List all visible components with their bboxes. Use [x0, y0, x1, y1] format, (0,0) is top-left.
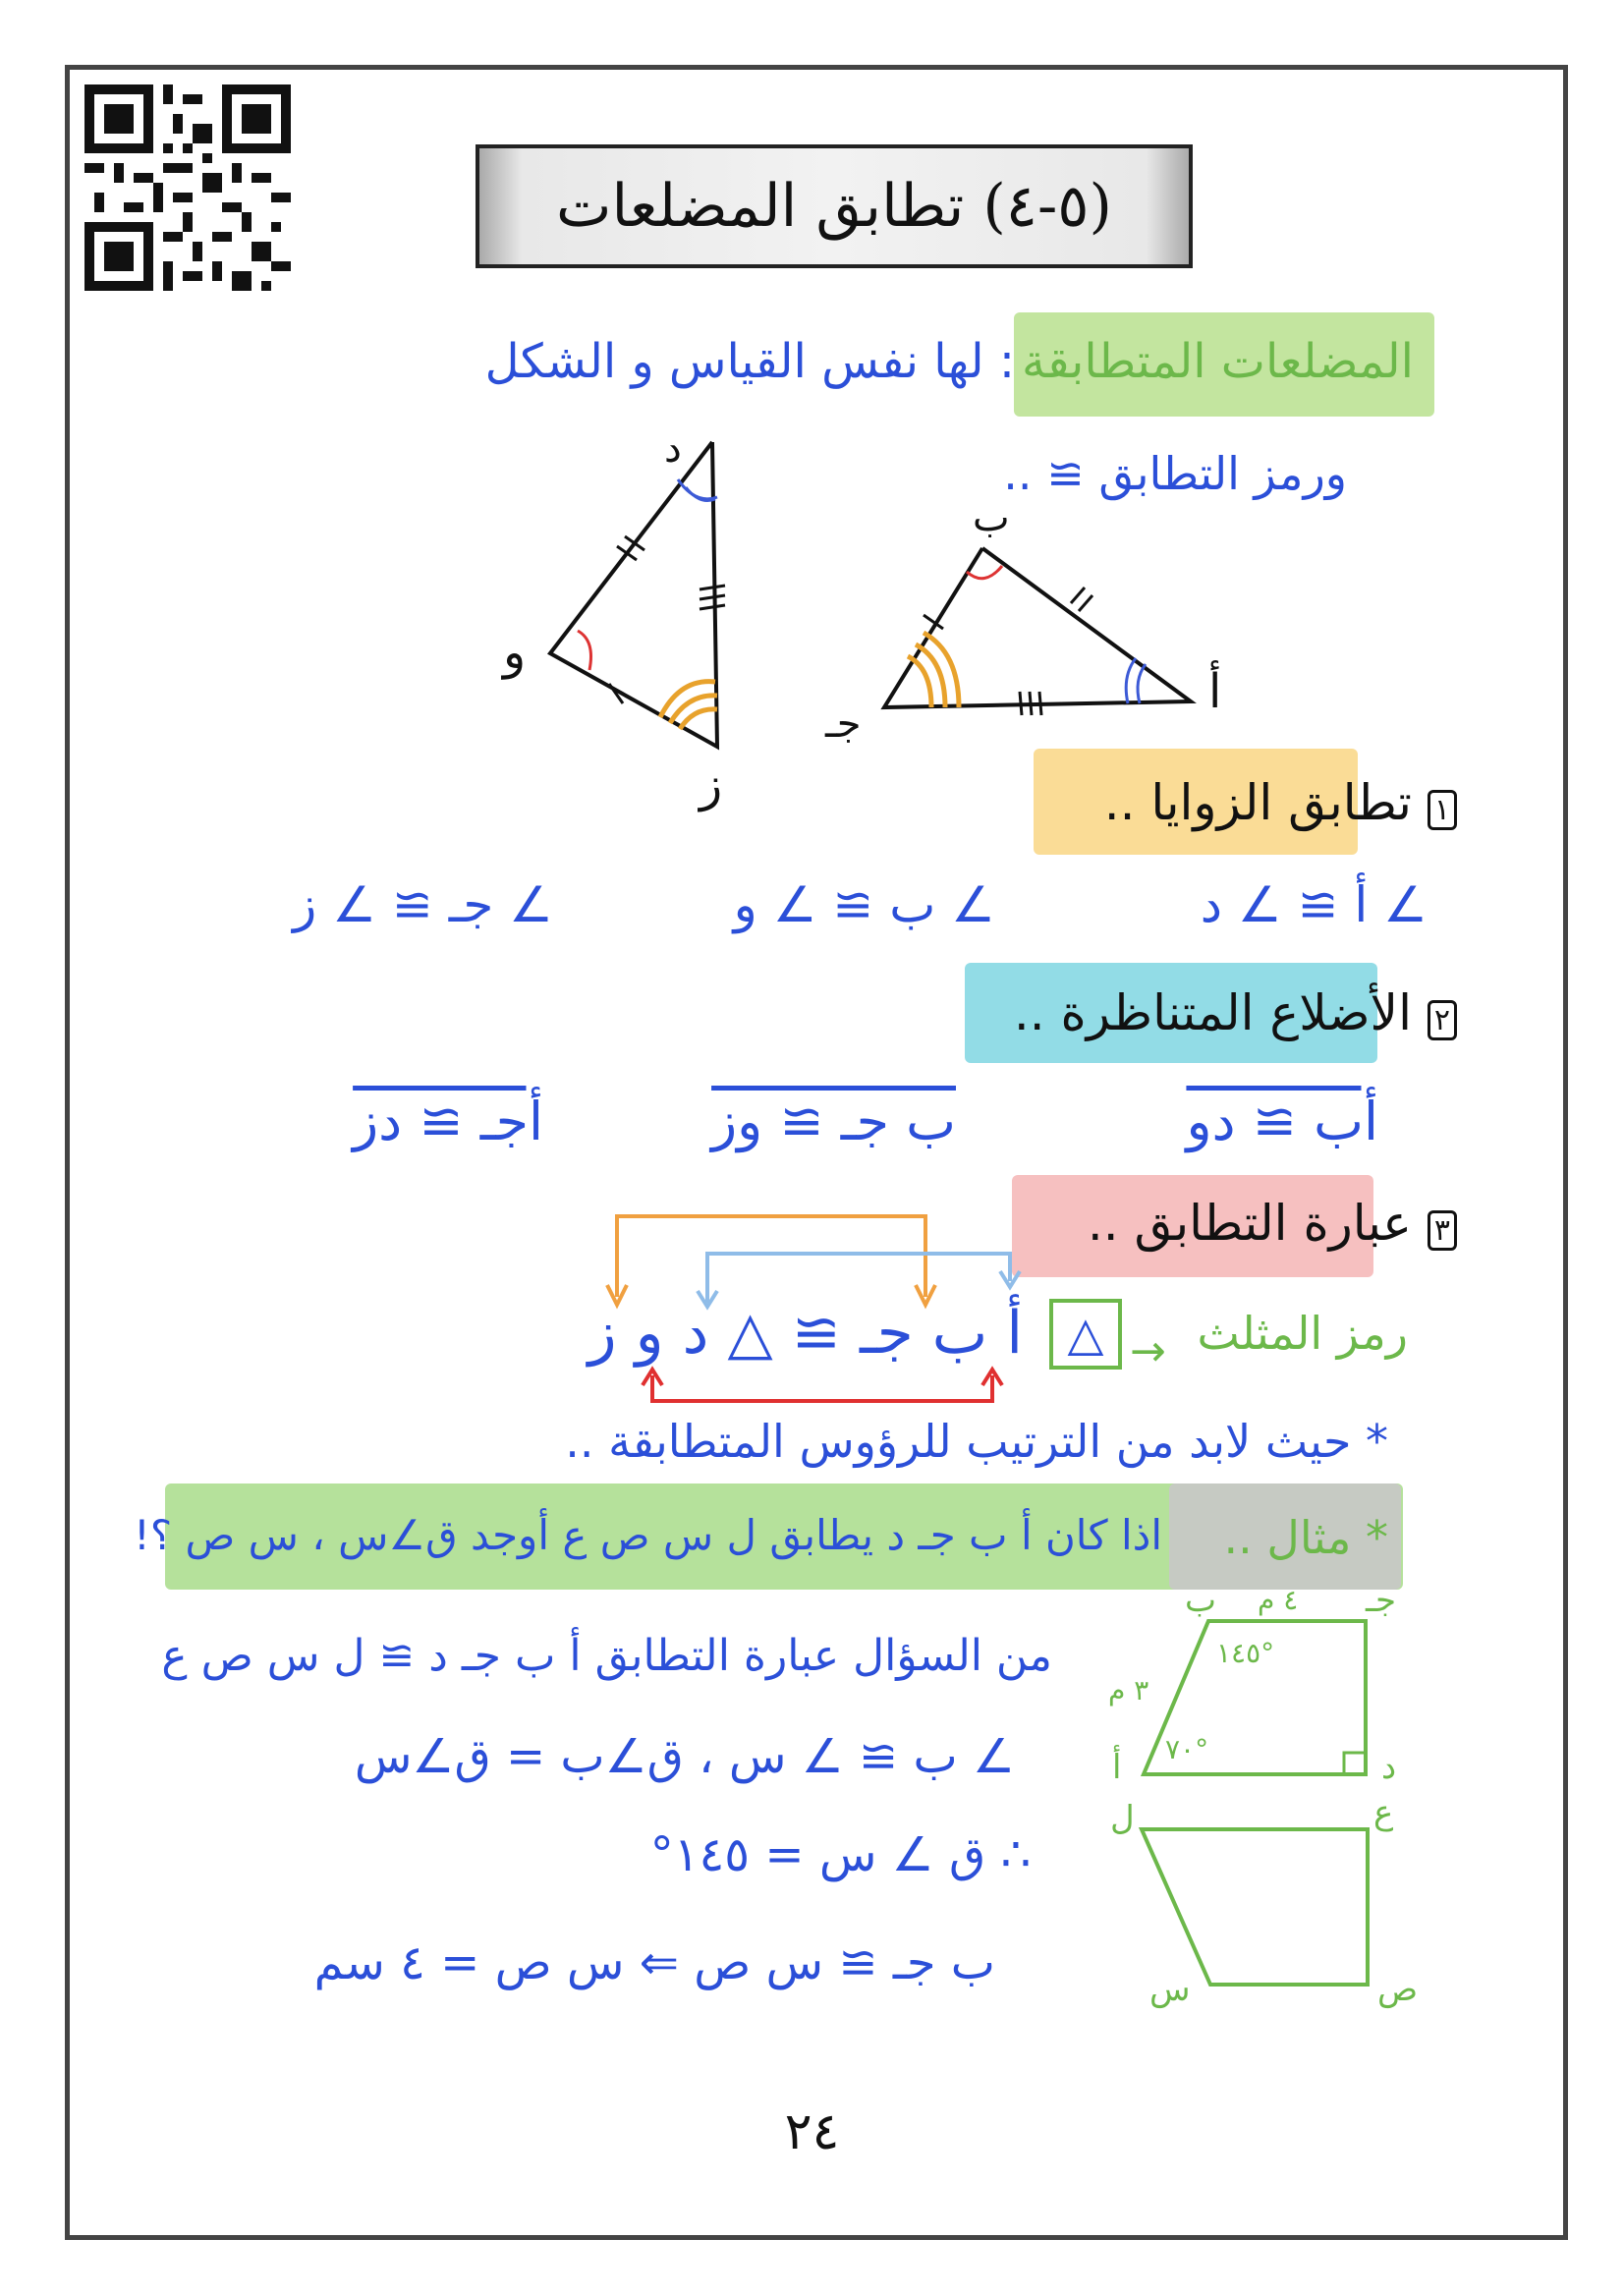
trapezoid-lsse — [1110, 1793, 1418, 2009]
trap2-label-s: س — [1149, 1970, 1191, 2009]
trapezoid-abjd — [1108, 1581, 1396, 1787]
triangle-symbol-box — [1049, 1299, 1122, 1370]
trap1-label-d: د — [1381, 1748, 1397, 1787]
page-title: (٥-٤) تطابق المضلعات — [556, 172, 1112, 241]
section2-heading — [1014, 984, 1457, 1041]
section1-heading — [1104, 774, 1457, 831]
definition-term: المضلعات المتطابقة — [1021, 334, 1414, 389]
label-a: أ — [1208, 664, 1222, 719]
label-w: و — [503, 625, 527, 680]
trap2-label-l: ل — [1110, 1799, 1135, 1838]
trap1-label-a: أ — [1112, 1748, 1122, 1787]
example-question: اذا كان أ ب جـ د يطابق ل س ص ع أوجد ق∠س ، س ص ؟! — [134, 1511, 1162, 1559]
solution-line-4: ب جـ ≅ س ص ⇐ س ص = ٤ سم — [313, 1935, 995, 1990]
side-row-2: ب جـ ≅ وز — [711, 1091, 956, 1152]
solution-line-1: من السؤال عبارة التطابق أ ب جـ د ≅ ل س ص ع — [161, 1631, 1052, 1681]
triangle-symbol-label: رمز المثلث — [1197, 1307, 1408, 1360]
label-z: ز — [700, 757, 723, 812]
solution-line-3: ∴ ق ∠ س = ١٤٥° — [649, 1827, 1031, 1882]
label-d: د — [664, 426, 682, 472]
trapezoids-diagram — [1091, 1572, 1425, 2024]
trap2-label-e: ع — [1373, 1793, 1394, 1832]
label-j: جـ — [825, 701, 862, 747]
side-row-1: أب ≅ دو — [1186, 1091, 1378, 1152]
section1-title: تطابق الزوايا .. — [1103, 774, 1412, 831]
trap1-label-j: جـ — [1366, 1581, 1396, 1620]
angle-arc-w — [578, 631, 591, 670]
section3-number: ٣ — [1428, 1210, 1457, 1251]
solution-line-2: ∠ ب ≅ ∠ س ، ق∠ب = ق∠س — [354, 1729, 1015, 1784]
qr-code[interactable] — [84, 84, 291, 291]
section2-title: الأضلاع المتناظرة .. — [1013, 984, 1412, 1041]
angle-row-1: ∠ أ ≅ ∠ د — [1200, 876, 1428, 933]
trap1-label-b: ب — [1185, 1581, 1217, 1620]
congruence-statement: أ ب جـ ≅ △ د و ز — [588, 1299, 1023, 1368]
title-banner — [476, 144, 1193, 268]
arrow-to-symbol: → — [1130, 1326, 1166, 1376]
section3-title: عبارة التطابق .. — [1087, 1195, 1412, 1252]
section2-number: ٢ — [1428, 1000, 1457, 1040]
label-b: ب — [973, 495, 1010, 540]
trap2-label-sad: ص — [1377, 1970, 1419, 2009]
order-note: * حيث لابد من الترتيب للرؤوس المتطابقة .. — [565, 1415, 1388, 1468]
section1-number: ١ — [1428, 790, 1457, 830]
angle-row-3: ∠ جـ ≅ ∠ ز — [293, 876, 553, 933]
example-label: * مثال .. — [1223, 1511, 1388, 1564]
definition-meaning: : لها نفس القياس و الشكل — [484, 334, 1015, 389]
trap1-angle-b: ١٤٥° — [1216, 1637, 1275, 1669]
side-row-3: أجـ ≅ دز — [353, 1091, 543, 1152]
trap1-side-left: ٣ م — [1108, 1674, 1149, 1707]
trap1-angle-a: ٧٠° — [1165, 1733, 1209, 1765]
angle-row-2: ∠ ب ≅ ∠ و — [733, 876, 995, 933]
page-number: ٢٤ — [784, 2102, 840, 2161]
angle-arc-a — [1138, 664, 1146, 703]
section3-heading — [1088, 1195, 1457, 1252]
triangle-symbol: △ — [1067, 1307, 1104, 1362]
congruence-symbol-text: ورمز التطابق ≅ .. — [1003, 447, 1347, 500]
trap1-side-top: ٤ م — [1258, 1584, 1299, 1616]
